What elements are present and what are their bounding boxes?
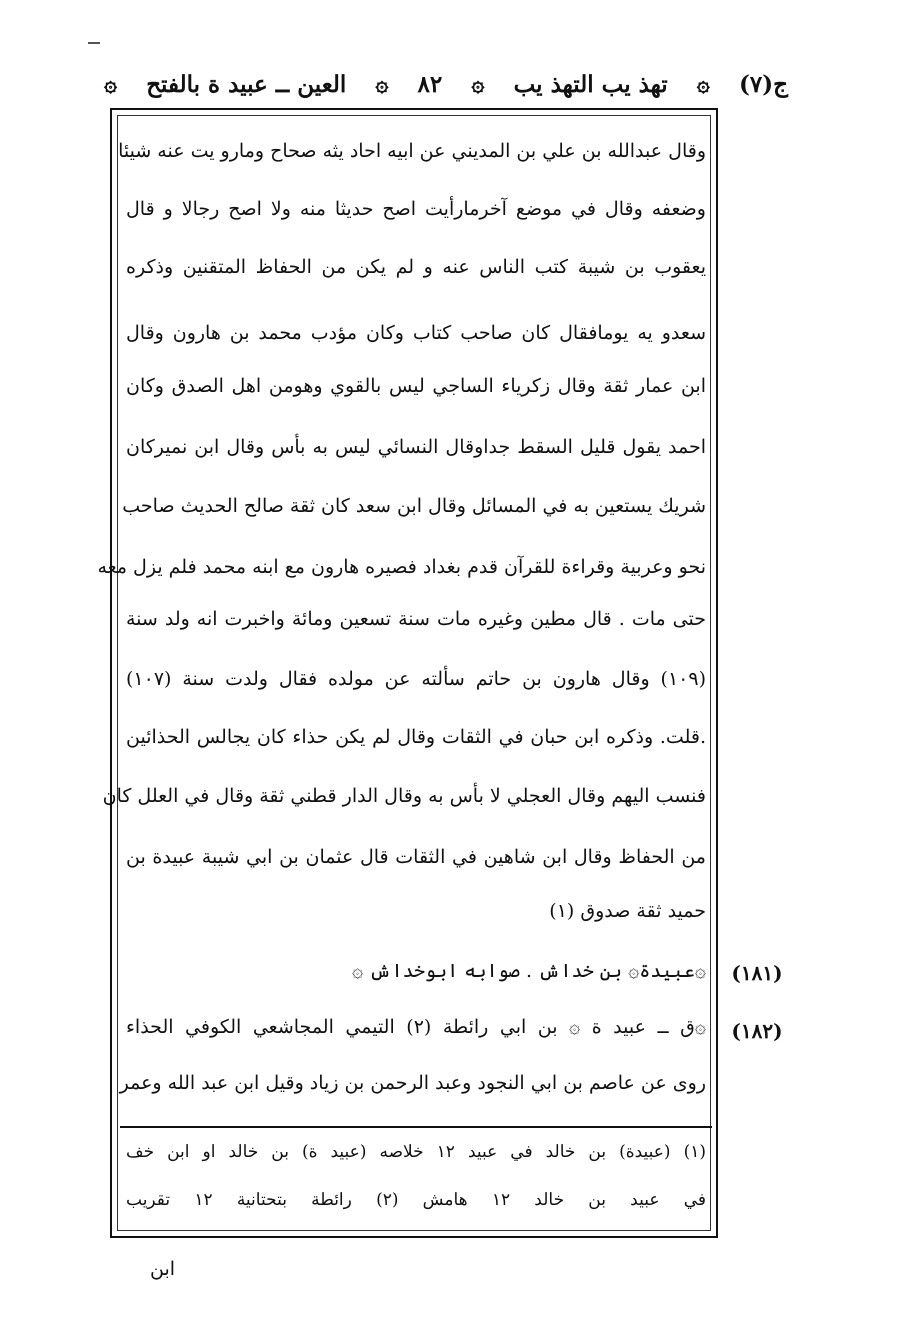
ornament-icon: ۞ [471,71,485,97]
text-line: روى عن عاصم بن ابي النجود وعبد الرحمن بن زياد وقيل ابن عبد الله وعمر [119,1072,706,1094]
text-line: حميد ثقة صدوق (١) [549,900,706,922]
text-line: وضعفه وقال في موضع آخرمارأيت اصح حديثا منه ولا اصح رجالا و قال [126,198,706,220]
ornament-icon: ۞ [696,71,710,97]
top-margin-mark [88,42,100,44]
section-title: العين ــ عبيد ة بالفتح [146,70,347,98]
entry-heading: ۞عبيدة۞ بن خداش . صوابه ابوخداش ۞ [352,960,706,982]
ornament-icon: ۞ [104,71,117,97]
text-line: يعقوب بن شيبة كتب الناس عنه و لم يكن من الحفاظ المتقنين وذكره [126,256,706,278]
text-line: ابن عمار ثقة وقال زكرياء الساجي ليس بالقوي وهومن اهل الصدق وكان [126,375,706,397]
text-line: شريك يستعين به في المسائل وقال ابن سعد كان ثقة صالح الحديث صاحب [122,495,706,517]
footnote-divider [120,1126,712,1128]
page-number: ٨٢ [417,70,443,98]
entry-number: (١٨١) [731,961,783,985]
volume-number: ج(٧) [739,70,788,98]
catchword: ابن [150,1258,176,1280]
text-line: حتى مات . قال مطين وغيره مات سنة تسعين ومائة واخبرت انه ولد سنة [126,608,706,630]
running-header [104,64,788,104]
footnote: (١) (عبيدة) بن خالد في عبيد ١٢ خلاصه (عبيد ة) بن خالد او ابن خف [126,1142,706,1162]
book-title: تهذ يب التهذ يب [513,70,668,98]
text-line: نحو وعربية وقراءة للقرآن قدم بغداد فصيره هارون مع ابنه محمد فلم يزل معه [97,556,706,578]
entry-heading: ۞ق ــ عبيد ة ۞ بن ابي رائطة (٢) التيمي المجاشعي الكوفي الحذاء [126,1016,706,1038]
text-line: وقال عبدالله بن علي بن المديني عن ابيه احاد يثه صحاح ومارو يت عنه شيئا [118,140,706,162]
text-line: (١٠٩) وقال هارون بن حاتم سألته عن مولده فقال ولدت سنة (١٠٧) [126,668,706,690]
text-line: من الحفاظ وقال ابن شاهين في الثقات قال عثمان بن ابي شيبة عبيدة بن [126,846,706,868]
text-line: .قلت. وذكره ابن حبان في الثقات وقال لم يكن حذاء كان يجالس الحذائين [126,726,706,748]
text-line: فنسب اليهم وقال العجلي لا بأس به وقال الدار قطني ثقة وقال في العلل كان [102,785,706,807]
footnote: في عبيد بن خالد ١٢ هامش (٢) رائطة بتحتانية ١٢ تقريب [126,1190,706,1210]
text-line: احمد يقول قليل السقط جداوقال النسائي ليس به بأس وقال ابن نميركان [126,436,706,458]
entry-number: (١٨٢) [731,1019,783,1043]
text-line: سعدو يه يومافقال كان صاحب كتاب وكان مؤدب محمد بن هارون وقال [126,322,706,344]
ornament-icon: ۞ [375,71,389,97]
